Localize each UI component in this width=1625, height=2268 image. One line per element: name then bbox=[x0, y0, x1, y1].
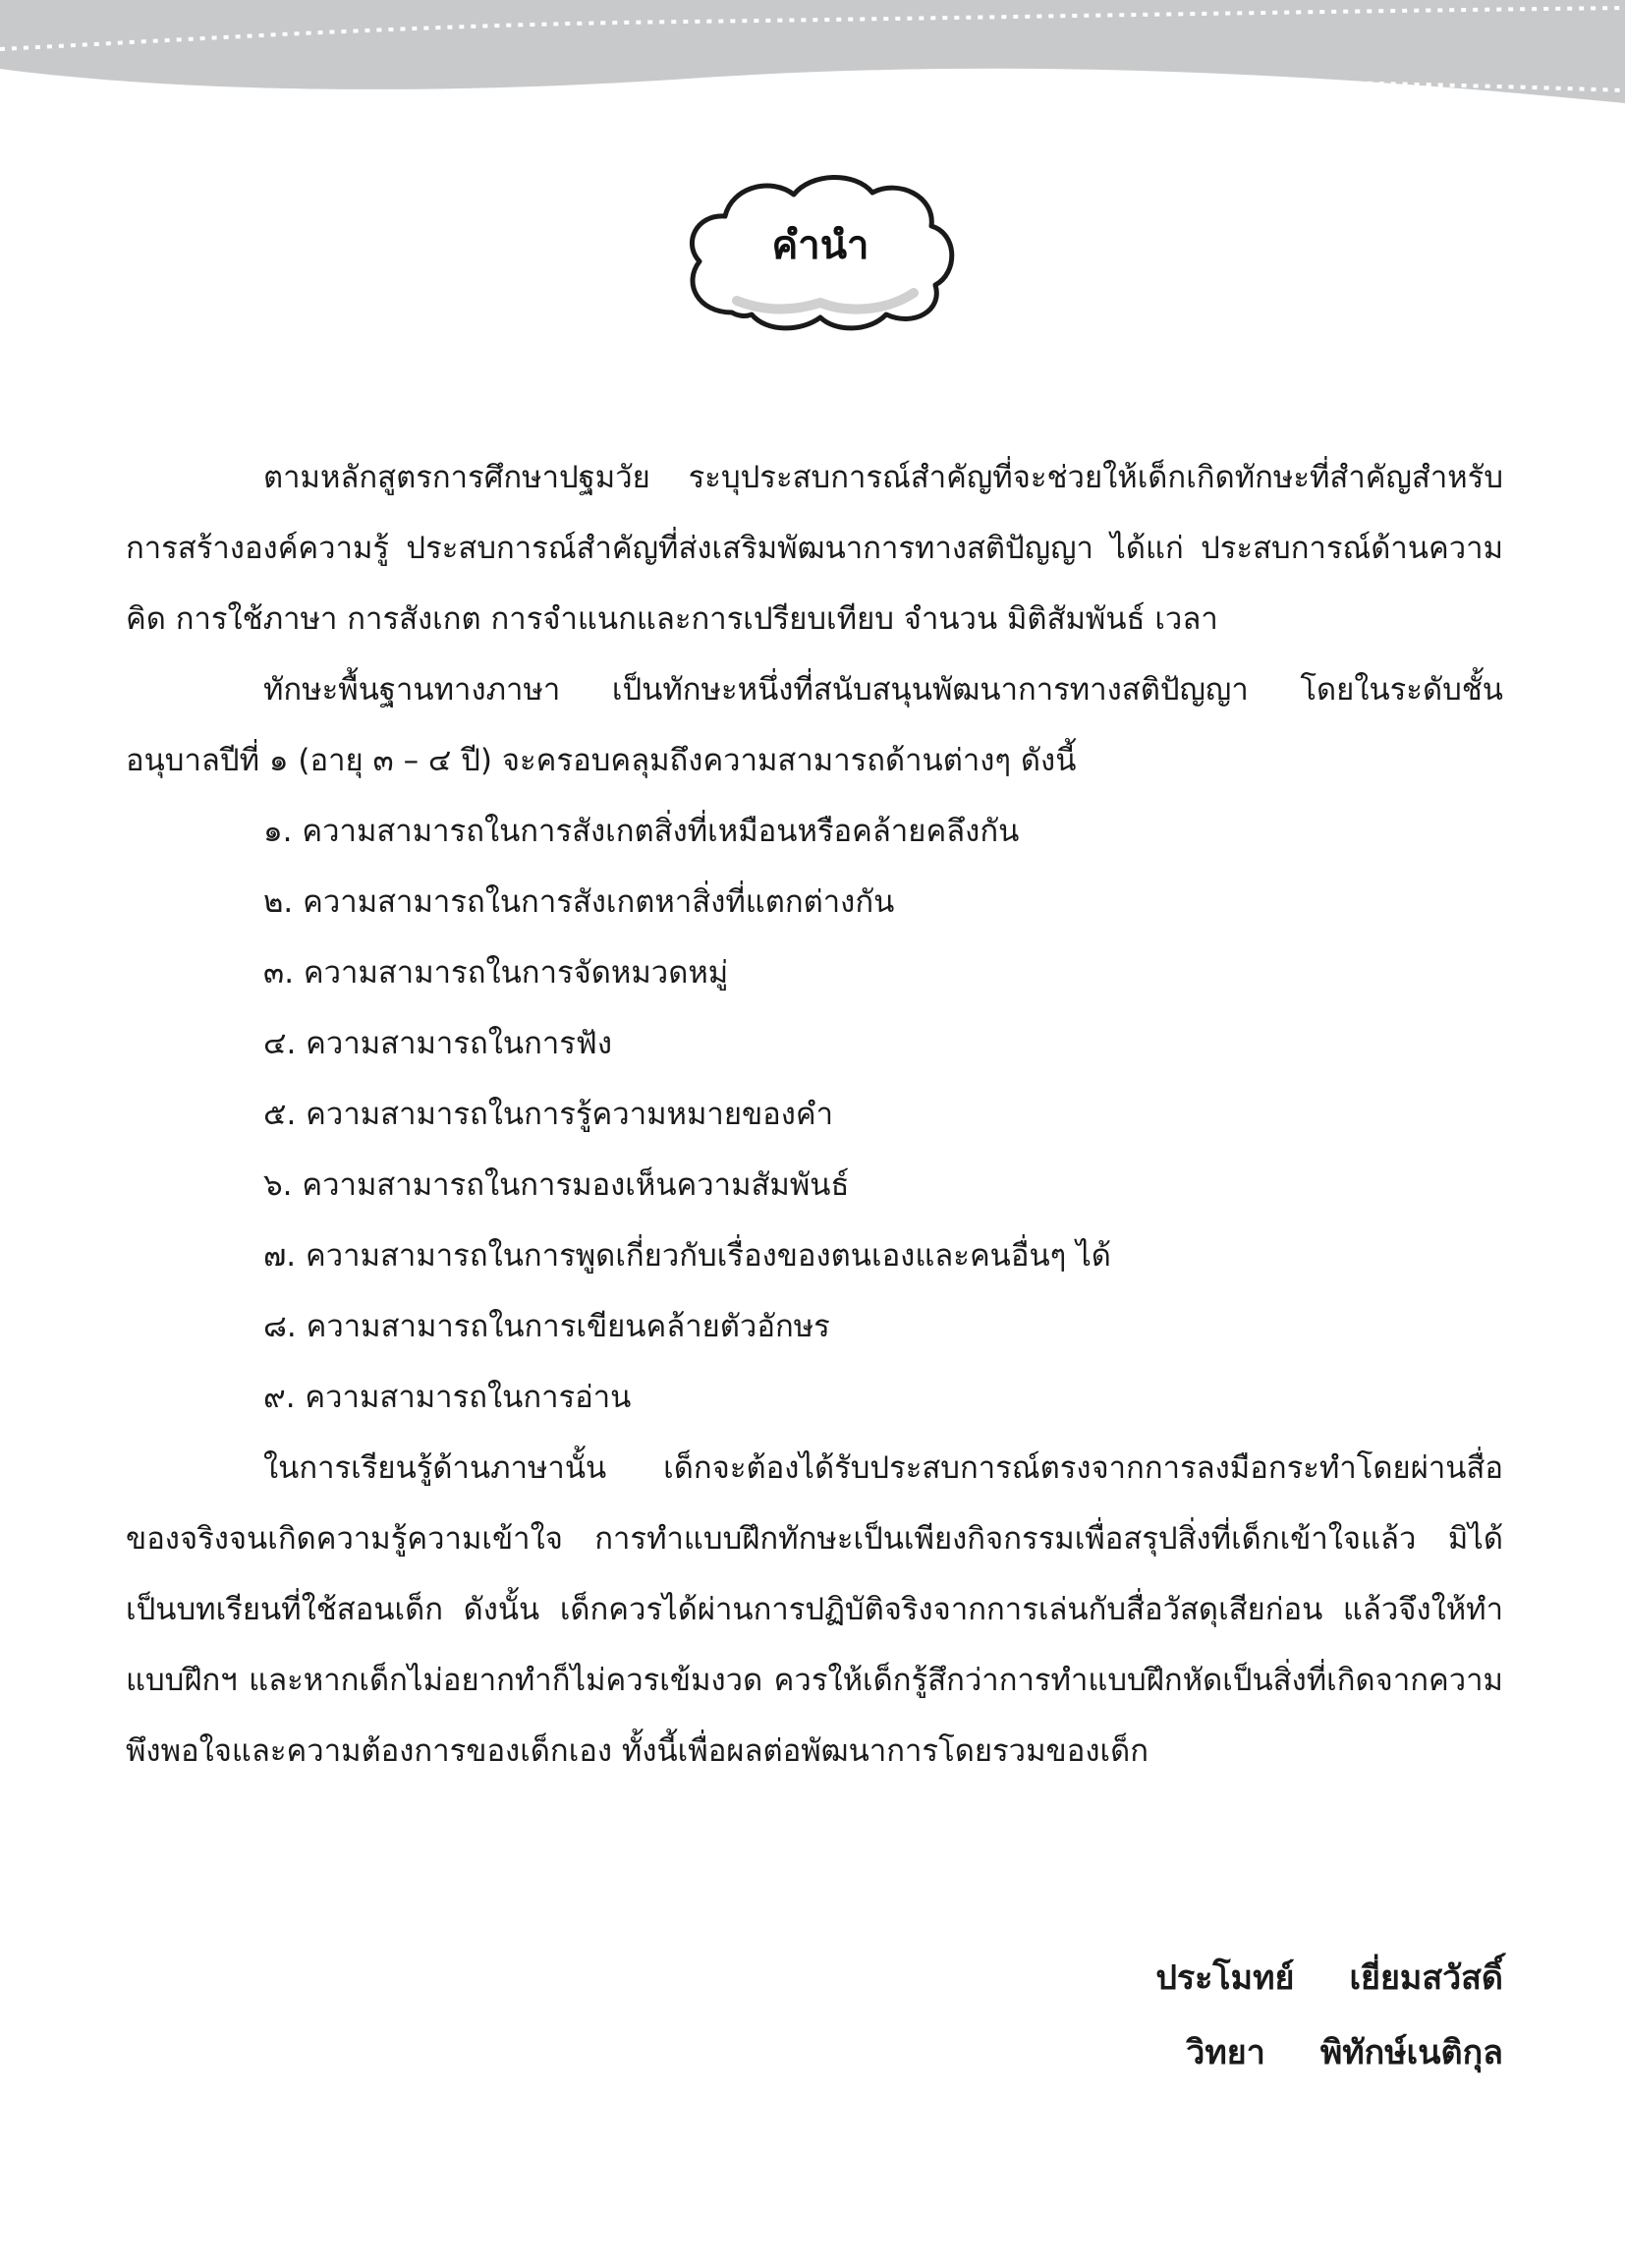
list-item: ๖. ความสามารถในการมองเห็นความสัมพันธ์ bbox=[263, 1167, 850, 1203]
author-first-name: วิทยา bbox=[1186, 2033, 1265, 2072]
list-item: ๓. ความสามารถในการจัดหมวดหมู่ bbox=[263, 955, 729, 991]
list-item: ๑. ความสามารถในการสังเกตสิ่งที่เหมือนหรือคล้ายคลึงกัน bbox=[263, 814, 1020, 849]
author-row bbox=[1155, 2015, 1503, 2090]
list-item: ๗. ความสามารถในการพูดเกี่ยวกับเรื่องของตนเองและคนอื่นๆ ได้ bbox=[263, 1238, 1111, 1274]
list-item: ๙. ความสามารถในการอ่าน bbox=[263, 1380, 632, 1415]
author-signature bbox=[1155, 1941, 1503, 2090]
author-first-name: ประโมทย์ bbox=[1155, 1958, 1295, 1998]
banner-wave bbox=[0, 0, 1625, 103]
page-title: คำนำ bbox=[771, 223, 869, 268]
list-item: ๔. ความสามารถในการฟัง bbox=[263, 1026, 612, 1061]
list-item: ๕. ความสามารถในการรู้ความหมายของคำ bbox=[263, 1097, 834, 1132]
author-last-name: เยี่ยมสวัสดิ์ bbox=[1349, 1958, 1503, 1998]
paragraph-intro: ตามหลักสูตรการศึกษาปฐมวัย ระบุประสบการณ์สำคัญที่จะช่วยให้เด็กเกิดทักษะที่สำคัญสำหรับการสร้างองค์ความรู้ ประสบการณ์สำคัญที่ส่งเสริมพัฒนาการทางสติปัญญา ได้แก่ ประสบการณ์ด้านความคิด การใช้ภาษา การสังเกต การจำแนกและการเปรียบเทียบ จำนวน มิติสัมพันธ์ เวลา bbox=[126, 460, 1503, 637]
list-item: ๘. ความสามารถในการเขียนคล้ายตัวอักษร bbox=[263, 1309, 830, 1344]
list-item: ๒. ความสามารถในการสังเกตหาสิ่งที่แตกต่างกัน bbox=[263, 884, 895, 920]
skills-list bbox=[126, 796, 1503, 1433]
paragraph-conclusion: ในการเรียนรู้ด้านภาษานั้น เด็กจะต้องได้รับประสบการณ์ตรงจากการลงมือกระทำโดยผ่านสื่อของจริงจนเกิดความรู้ความเข้าใจ การทำแบบฝึกทักษะเป็นเพียงกิจกรรมเพื่อสรุปสิ่งที่เด็กเข้าใจแล้ว มิได้เป็นบทเรียนที่ใช้สอนเด็ก ดังนั้น เด็กควรได้ผ่านการปฏิบัติจริงจากการเล่นกับสื่อวัสดุเสียก่อน แล้วจึงให้ทำแบบฝึกฯ และหากเด็กไม่อยากทำก็ไม่ควรเข้มงวด ควรให้เด็กรู้สึกว่าการทำแบบฝึกหัดเป็นสิ่งที่เกิดจากความพึงพอใจและความต้องการของเด็กเอง ทั้งนี้เพื่อผลต่อพัฒนาการโดยรวมของเด็ก bbox=[126, 1450, 1503, 1769]
author-row bbox=[1155, 1941, 1503, 2015]
foreword-body bbox=[126, 442, 1503, 1786]
author-last-name: พิทักษ์เนติกุล bbox=[1319, 2033, 1503, 2072]
header-banner bbox=[0, 0, 1625, 128]
paragraph-skills-intro: ทักษะพื้นฐานทางภาษา เป็นทักษะหนึ่งที่สนับสนุนพัฒนาการทางสติปัญญา โดยในระดับชั้นอนุบาลปีที่ ๑ (อายุ ๓ – ๔ ปี) จะครอบคลุมถึงความสามารถด้านต่างๆ ดังนี้ bbox=[126, 672, 1503, 778]
